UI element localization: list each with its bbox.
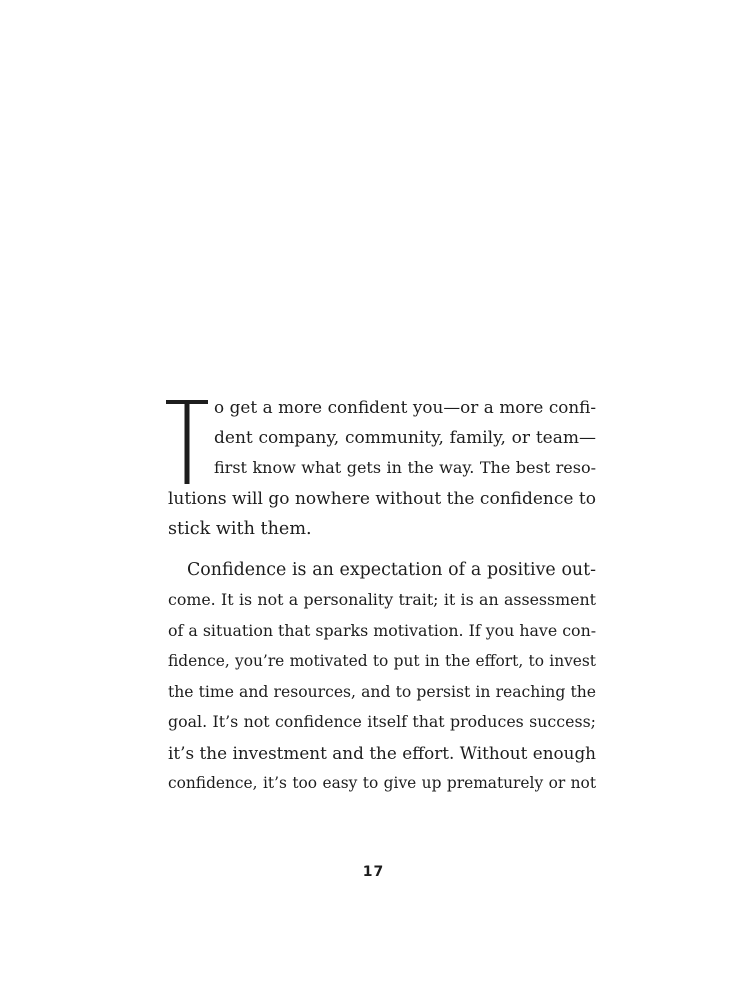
paragraph-line: first know what gets in the way. The best reso- <box>214 458 596 477</box>
paragraph-line: the time and resources, and to persist in reaching the <box>168 682 596 701</box>
paragraph-line: fidence, you’re motivated to put in the effort, to invest <box>168 652 596 670</box>
paragraph-line: come. It is not a personality trait; it is an assessment <box>168 590 596 609</box>
paragraph-line: Confidence is an expectation of a positive out- <box>187 559 596 580</box>
paragraph-line: of a situation that sparks motivation. If you have con- <box>168 620 597 640</box>
paragraph-1 <box>168 392 596 545</box>
page-number: 17 <box>362 864 385 880</box>
paragraph-line: goal. It’s not confidence itself that produces success; <box>168 712 596 731</box>
paragraph-line: dent company, community, family, or team— <box>214 427 596 448</box>
paragraph-line: lutions will go nowhere without the confidence to <box>168 488 596 509</box>
drop-cap <box>166 400 208 484</box>
paragraph-line: o get a more confident you—or a more confi- <box>214 397 596 417</box>
paragraph-2 <box>168 555 596 799</box>
paragraph-line: stick with them. <box>168 519 312 539</box>
paragraph-line: confidence, it’s too easy to give up prematurely or not <box>168 774 596 792</box>
page-body-text <box>168 392 596 799</box>
paragraph-line: it’s the investment and the effort. Without enough <box>168 742 596 763</box>
